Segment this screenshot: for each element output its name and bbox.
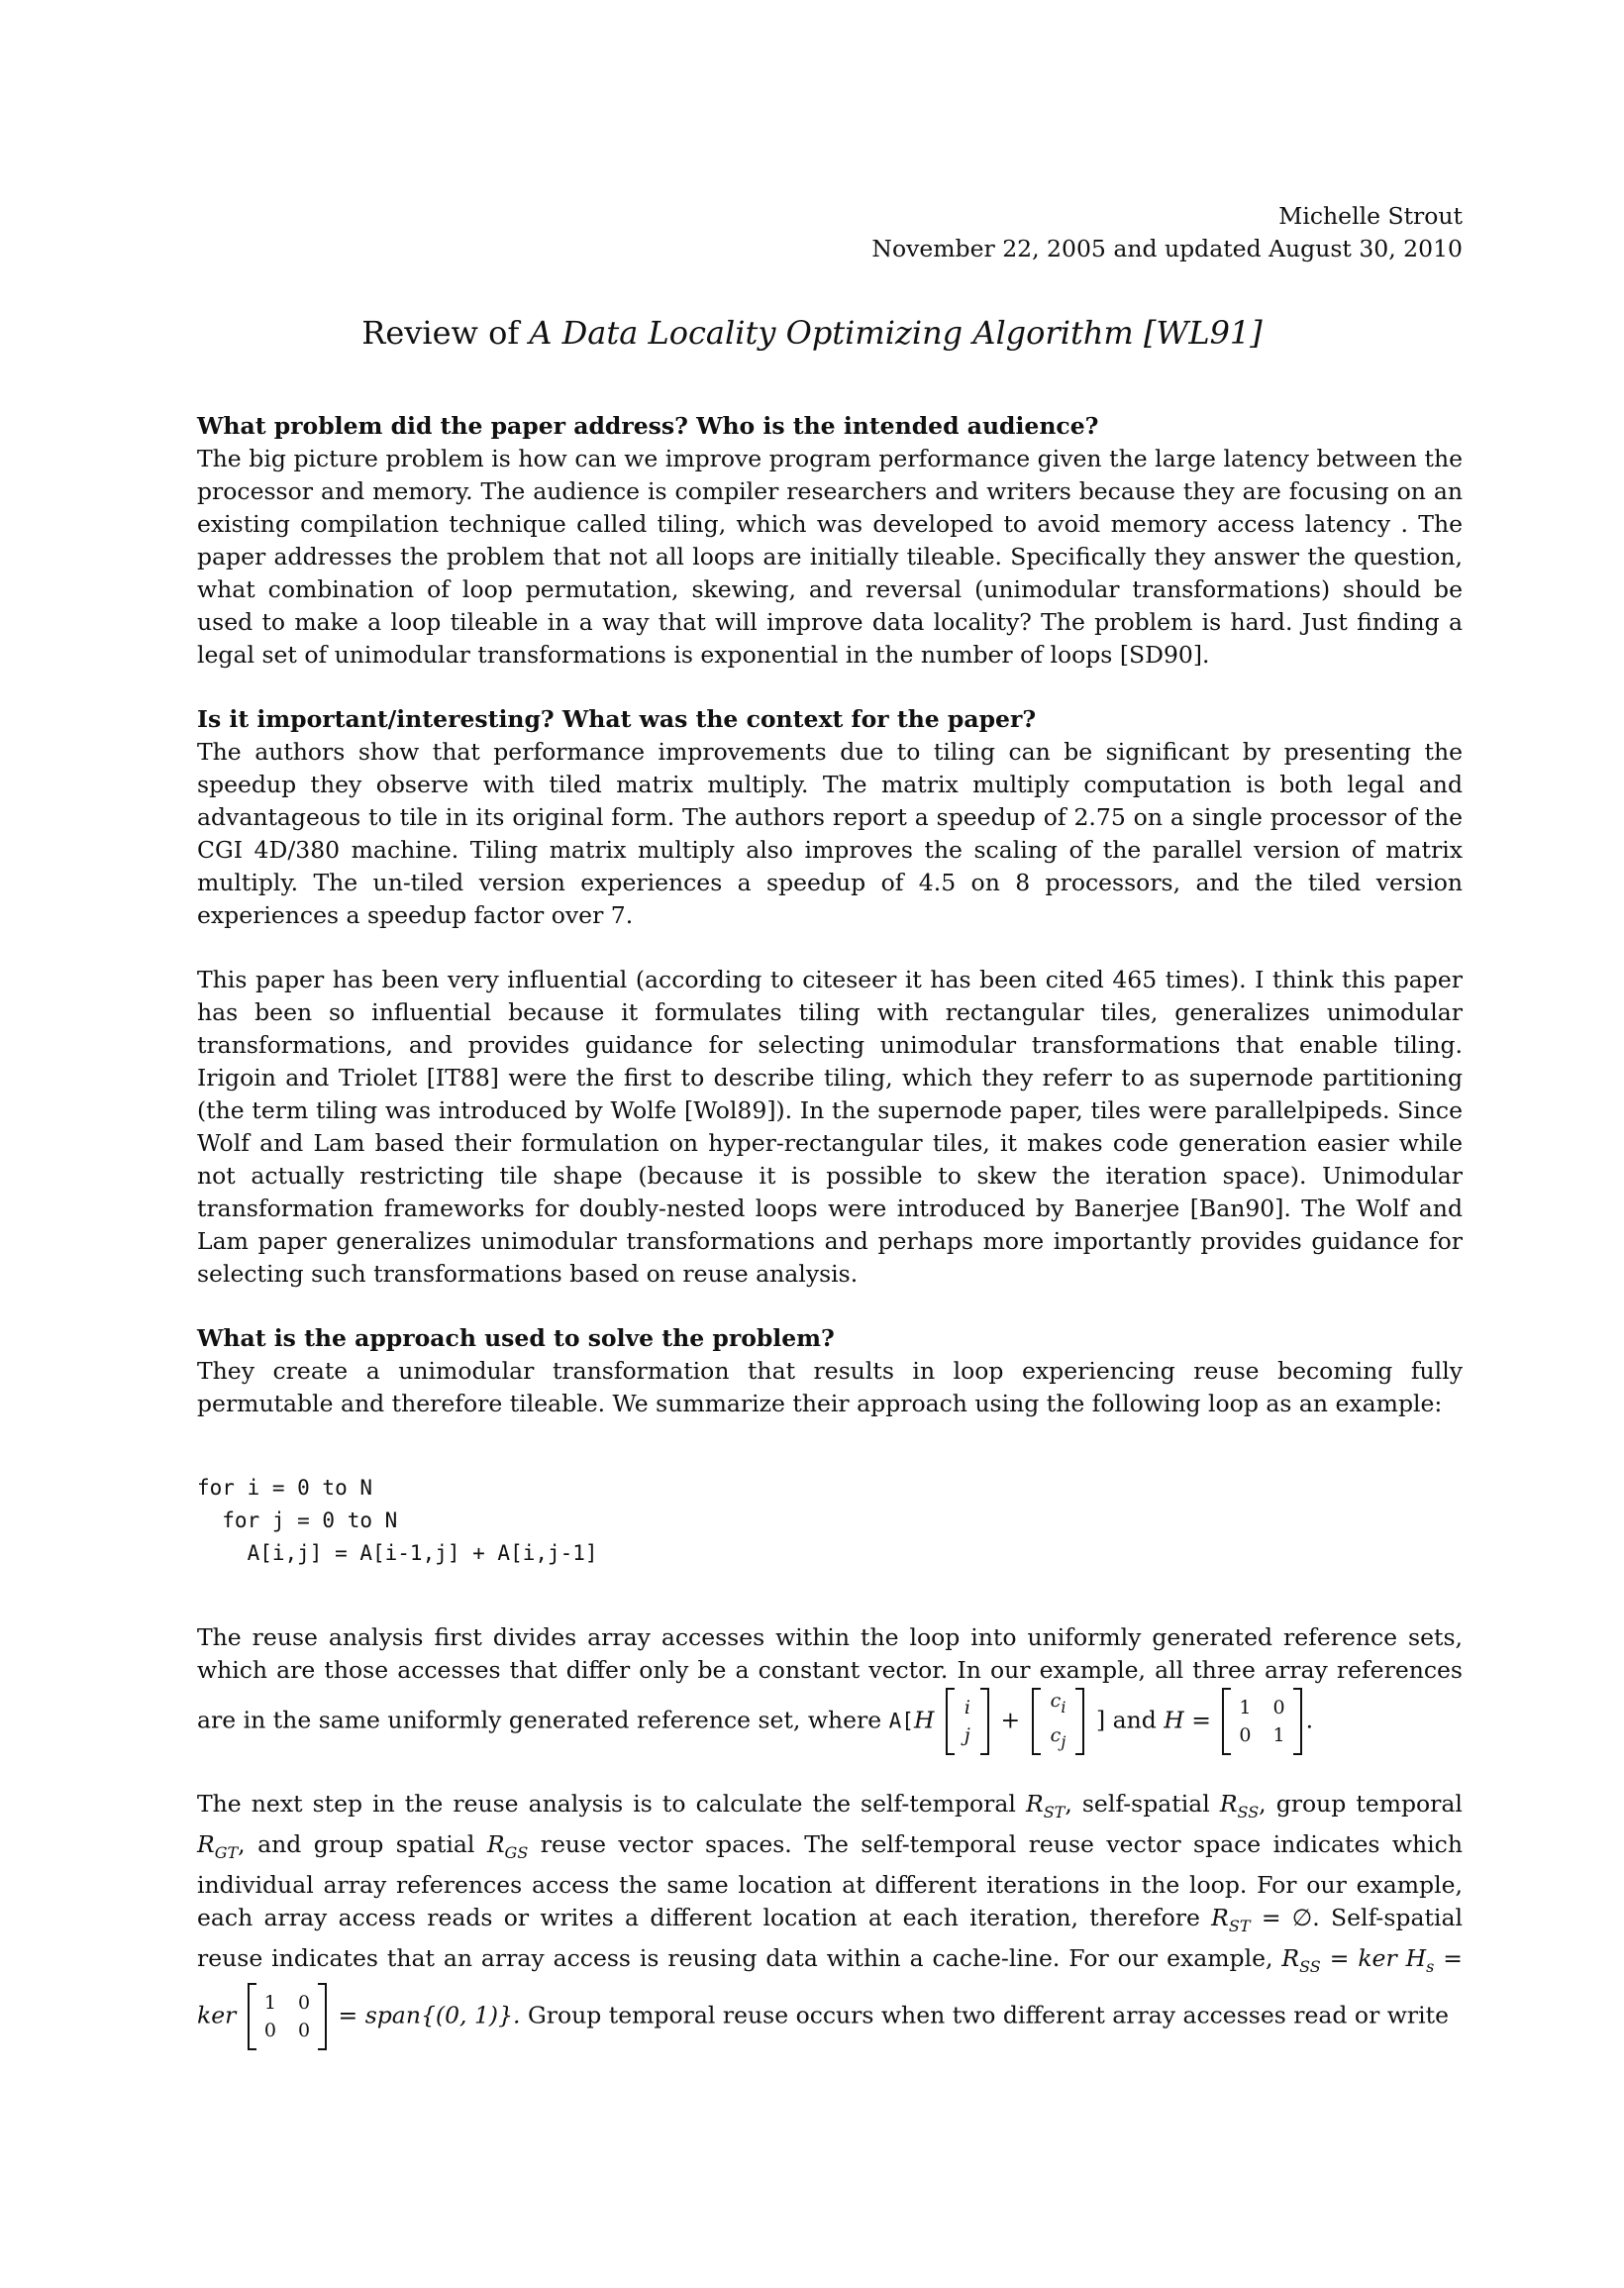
review-title [0,314,1624,352]
matrix-entry: 1 [1239,1697,1252,1718]
main-content [197,410,1463,2082]
math-text: = ker H [1329,1944,1427,1972]
math-text: = span{(0, 1)}. [338,2001,521,2029]
matrix-Hs [248,1983,327,2050]
paragraph: The authors show that performance improvements due to tiling can be significant by presenting the speedup they observe with tiled matrix multiply. The matrix multiply computation is both legal and advantageous to tile in its original form. The authors report a speedup of 2.75 on a single processor of the CGI 4D/380 machine. Tiling matrix multiply also improves the scaling of the parallel version of matrix multiply. The un-tiled version experiences a speedup of 4.5 on 8 processors, and the tiled version experiences a speedup factor over 7. [197,738,1463,929]
subscript: s [1426,1957,1435,1976]
vector-entry: c [1050,1690,1062,1712]
matrix-entry: 1 [1272,1724,1285,1746]
vector-ij [946,1688,989,1755]
vector-entry: i [964,1697,970,1718]
vector-c [1032,1687,1085,1756]
math-symbol: ker [197,2001,237,2029]
paragraph: They create a unimodular transformation that results in loop experiencing reuse becoming fully permutable and therefore tileable. We summarize their approach using the following loop as an example: [197,1357,1463,1417]
code-line: A[i,j] = A[i-1,j] + A[i,j-1] [197,1541,598,1565]
math-symbol: R [486,1830,505,1858]
text: A[ [888,1709,914,1733]
header [871,200,1463,265]
matrix-entry: 0 [263,2020,276,2041]
code-line: for i = 0 to N [197,1476,373,1500]
vector-entry: c [1050,1724,1062,1746]
paragraph: This paper has been very influential (according to citeseer it has been cited 465 times). I think this paper has been so influential because it formulates tiling with rectangular tiles, generalizes unimodular transformations, and provides guidance for selecting unimodular transformations that enable tiling. Irigoin and Triolet [IT88] were the first to describe tiling, which they referr to as supernode partitioning (the term tiling was introduced by Wolfe [Wol89]). In the supernode paper, tiles were parallelpipeds. Since Wolf and Lam based their formulation on hyper-rectangular tiles, it makes code generation easier while not actually restricting tile shape (because it is possible to skew the iteration space). Unimodular transformation frameworks for doubly-nested loops were introduced by Banerjee [Ban90]. The Wolf and Lam paper generalizes unimodular transformations and perhaps more importantly provides guidance for selecting such transformations based on reuse analysis. [197,966,1463,1288]
math-symbol: R [1281,1944,1300,1972]
paragraph-reuse-vectors: The next step in the reuse analysis is to calculate the self-temporal $R_{ST}$, self-spatial $R_{SS}$, group temporal $R_{GT}$, and group spatial $R_{GS}$ reuse vector spaces. The self-temporal reuse vector space indicates which individual array references access the same location at different iterations in the loop. For our example, each array access reads or writes a different location at each iteration, therefore $R_{ST}$ = ∅. Self-spatial reuse indicates that an array access is reusing data within a cache-line. For our example, $R_{SS}$ = ker $H_s$ = ker 1 0 0 0 = span{(0, 1)}. Group temporal reuse occurs when two different array accesses read or write [197,1788,1463,2050]
matrix-H [1222,1688,1301,1755]
matrix-entry: 1 [263,1992,276,2014]
matrix-entry: 0 [1239,1724,1252,1746]
text: ] and [1095,1706,1157,1734]
math-symbol: H [913,1706,935,1734]
text: The reuse analysis first divides array accesses within the loop into uniformly generated reference sets, which are those accesses that differ only be a constant vector. In our example, all three array references are in the same uniformly generated reference set, where [197,1623,1463,1734]
subscript: ST [1043,1803,1066,1821]
paragraph: The big picture problem is how can we improve program performance given the large latency between the processor and memory. The audience is compiler researchers and writers because they are focusing on an existing compilation technique called tiling, which was developed to avoid memory access latency . The paper addresses the problem that not all loops are initially tileable. Specifically they answer the question, what combination of loop permutation, skewing, and reversal (unimodular transformations) should be used to make a loop tileable in a way that will improve data locality? The problem is hard. Just finding a legal set of unimodular transformations is exponential in the number of loops [SD90]. [197,445,1463,669]
text: Self-spatial reuse indicates that an array access is reusing data within a cache-line. For our example, [197,1904,1463,1972]
math-symbol: R [1219,1790,1238,1818]
math-symbol: R [1211,1904,1229,1931]
code-line: for j = 0 to N [197,1508,398,1532]
text: . [1305,1706,1314,1734]
title-prefix: Review of [361,314,520,352]
subscript: GS [504,1843,529,1862]
math-symbol: H = [1164,1706,1211,1734]
subscript: j [1061,1732,1066,1751]
text: self-spatial [1081,1790,1210,1818]
code-block [197,1472,1463,1570]
matrix-entry: 0 [297,1992,311,2014]
math-text: = ∅. [1261,1904,1320,1931]
vector-entry: j [964,1724,970,1746]
subscript: GT [214,1843,239,1862]
text: group temporal [1275,1790,1463,1818]
author-name: Michelle Strout [1278,202,1463,230]
subscript: ST [1228,1917,1251,1935]
subscript: SS [1237,1803,1260,1821]
paragraph-reuse [197,1621,1463,1756]
matrix-entry: 0 [1272,1697,1285,1718]
math-symbol: R [1025,1790,1044,1818]
paper-title: A Data Locality Optimizing Algorithm [WL91] [529,314,1263,352]
text: Group temporal reuse occurs when two different array accesses read or write [528,2001,1449,2029]
math-text: = [1443,1944,1463,1972]
subscript: i [1061,1698,1066,1716]
document-date: November 22, 2005 and updated August 30, 2010 [871,235,1463,262]
operator: + [1000,1706,1021,1734]
text: The next step in the reuse analysis is to calculate the self-temporal [197,1790,1016,1818]
section-heading: What is the approach used to solve the problem? [197,1324,835,1352]
section-problem [197,410,1463,672]
section-importance [197,703,1463,1291]
subscript: SS [1299,1957,1321,1976]
text: reuse vector spaces. The self-temporal reuse vector space indicates which individual array references access the same location at different iterations in the loop. For our example, each array access reads or writes a different location at each iteration, therefore [197,1830,1463,1931]
math-symbol: R [197,1830,215,1858]
section-approach [197,1322,1463,2050]
section-heading: Is it important/interesting? What was the context for the paper? [197,705,1037,733]
section-heading: What problem did the paper address? Who is the intended audience? [197,412,1099,440]
matrix-entry: 0 [297,2020,311,2041]
text: and group spatial [257,1830,475,1858]
